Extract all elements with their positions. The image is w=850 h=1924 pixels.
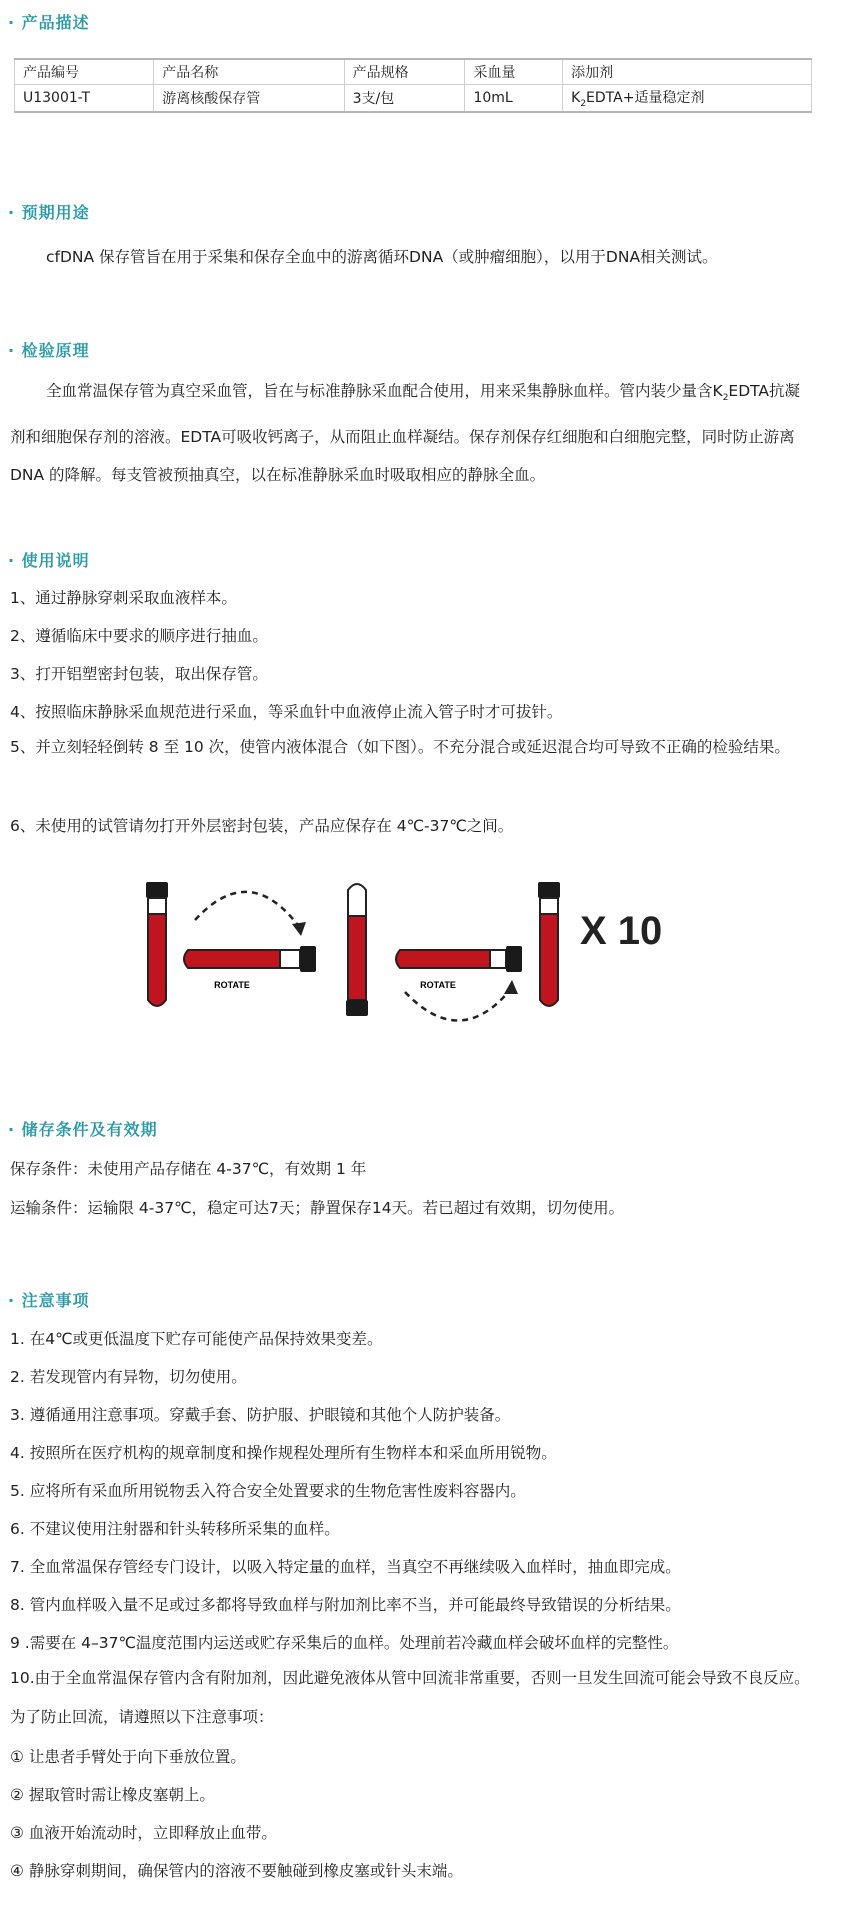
rotation-arc-icon [405,990,510,1021]
precaution-item: 4. 按照所在医疗机构的规章制度和操作规程处理所有生物样本和采血所用锐物。 [10,1444,557,1462]
section-title-precautions: · 注意事项 [8,1291,90,1310]
precaution-subitem: ③ 血液开始流动时，立即释放止血带。 [10,1824,277,1842]
horizontal-tube-icon [396,946,522,972]
cell-product-name: 游离核酸保存管 [154,85,344,112]
section-title-product-description: · 产品描述 [8,13,90,32]
precaution-subitem: ④ 静脉穿刺期间，确保管内的溶液不要触碰到橡皮塞或针头末端。 [10,1862,463,1880]
additive-rest: EDTA+适量稳定剂 [586,90,705,106]
precaution-item: 8. 管内血样吸入量不足或过多都将导致血样与附加剂比率不当，并可能最终导致错误的分析结果。 [10,1596,681,1614]
cell-additive [563,85,812,112]
additive-k: K [571,90,581,106]
tube-inversion-illustration [140,880,700,1025]
repeat-count: X 10 [580,909,663,953]
instruction-item: 4、按照临床静脉采血规范进行采血，等采血针中血液停止流入管子时才可拔针。 [10,703,563,721]
section-title-instructions: · 使用说明 [8,551,90,570]
horizontal-tube-icon [184,946,316,972]
precaution-item: 3. 遵循通用注意事项。穿戴手套、防护服、护眼镜和其他个人防护装备。 [10,1406,511,1424]
instruction-item: 2、遵循临床中要求的顺序进行抽血。 [10,627,268,645]
arrowhead-icon [292,922,306,936]
product-spec-table [14,58,812,113]
intended-use-text: cfDNA 保存管旨在用于采集和保存全血中的游离循环DNA（或肿瘤细胞），以用于DNA相关测试。 [46,248,718,266]
rotation-arc-icon [195,892,300,928]
principle-text-part2: EDTA抗凝剂和细胞保存剂的溶液。EDTA可吸收钙离子，从而阻止血样凝结。保存剂保存红细胞和白细胞完整，同时防止游离 DNA 的降解。每支管被预抽真空，以在标准静脉采血时吸取相应的静脉全血。 [10,382,801,485]
table-header: 产品编号 [15,59,154,85]
table-header: 采血量 [465,59,563,85]
rotate-label: ROTATE [214,980,250,990]
section-title-test-principle: · 检验原理 [8,341,90,360]
cell-product-spec: 3支/包 [344,85,465,112]
precaution-item: 1. 在4℃或更低温度下贮存可能使产品保持效果变差。 [10,1330,383,1348]
table-row [15,85,812,112]
cell-blood-volume: 10mL [465,85,563,112]
precaution-item: 5. 应将所有采血所用锐物丢入符合安全处置要求的生物危害性废料容器内。 [10,1482,526,1500]
table-header: 产品规格 [344,59,465,85]
table-header: 产品名称 [154,59,344,85]
test-principle-text [10,372,815,495]
upright-tube-icon [538,882,560,1006]
instruction-item: 3、打开铝塑密封包装，取出保存管。 [10,665,268,683]
precaution-item: 2. 若发现管内有异物，切勿使用。 [10,1368,247,1386]
principle-subscript: 2 [722,393,729,404]
table-header: 添加剂 [563,59,812,85]
precaution-subitem: ② 握取管时需让橡皮塞朝上。 [10,1786,215,1804]
principle-k: K [712,382,723,400]
upright-tube-icon [146,882,168,1006]
storage-condition: 保存条件：未使用产品存储在 4-37℃，有效期 1 年 [10,1160,367,1178]
section-title-storage: · 储存条件及有效期 [8,1120,158,1139]
instruction-item: 6、未使用的试管请勿打开外层密封包装，产品应保存在 4℃-37℃之间。 [10,817,514,835]
precaution-item: 9 .需要在 4–37℃温度范围内运送或贮存采集后的血样。处理前若冷藏血样会破坏血样的完整性。 [10,1634,679,1652]
additive-subscript: 2 [580,98,587,109]
rotate-label: ROTATE [420,980,456,990]
transport-condition: 运输条件：运输限 4-37℃，稳定可达7天；静置保存14天。若已超过有效期，切勿使用。 [10,1199,625,1217]
instruction-item: 1、通过静脉穿刺采取血液样本。 [10,589,237,607]
precaution-item: 7. 全血常温保存管经专门设计，以吸入特定量的血样，当真空不再继续吸入血样时，抽血即完成。 [10,1558,681,1576]
instruction-item: 5、并立刻轻轻倒转 8 至 10 次，使管内液体混合（如下图）。不充分混合或延迟混合均可导致不正确的检验结果。 [10,738,790,756]
precaution-item: 6. 不建议使用注射器和针头转移所采集的血样。 [10,1520,340,1538]
table-header-row [15,59,812,85]
precaution-subitem: ① 让患者手臂处于向下垂放位置。 [10,1748,246,1766]
section-title-intended-use: · 预期用途 [8,203,90,222]
precaution-item: 10.由于全血常温保存管内含有附加剂，因此避免液体从管中回流非常重要，否则一旦发生回流可能会导致不良反应。为了防止回流，请遵照以下注意事项： [10,1669,810,1726]
inverted-tube-icon [346,884,368,1016]
arrowhead-icon [504,980,518,994]
principle-text-part1: 全血常温保存管为真空采血管，旨在与标准静脉采血配合使用，用来采集静脉血样。管内装少量含 [46,382,713,400]
cell-product-code: U13001-T [15,85,154,112]
